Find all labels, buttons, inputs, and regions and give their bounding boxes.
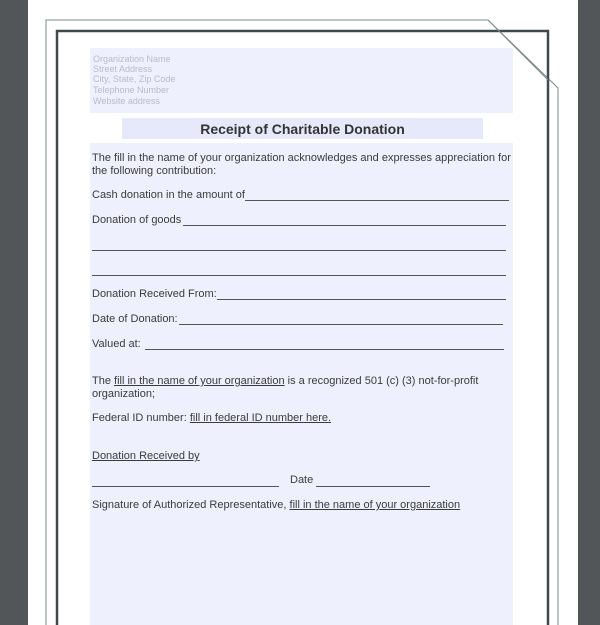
title-field[interactable] [122,118,483,139]
cash-donation-label: Cash donation in the amount of [92,189,245,201]
signature-text [92,499,460,512]
date-line[interactable] [316,486,430,487]
website-placeholder: Website address [93,96,160,106]
federal-id-text [92,412,331,425]
valued-at-label: Valued at: [92,338,141,350]
status-suffix: is a recognized 501 (c) (3) not-for-profit organization; [92,375,479,400]
donation-received-by-label: Donation Received by [92,450,200,462]
received-from-label: Donation Received From: [92,288,217,300]
date-label: Date [290,474,314,486]
valued-at-line[interactable] [145,349,504,350]
org-name-fill-link[interactable]: fill in the name of your organization [114,375,285,387]
page-title: Receipt of Charitable Donation [200,121,405,137]
organization-address-block [90,48,513,113]
federal-id-fill-link[interactable]: fill in federal ID number here. [189,412,332,424]
organization-name-placeholder: Organization Name [93,54,171,64]
cash-donation-line[interactable] [245,200,509,201]
received-by-signature-line[interactable] [92,486,279,487]
date-of-donation-label: Date of Donation: [92,313,178,325]
goods-donation-line-3[interactable] [92,275,506,276]
signature-label: Signature of Authorized Representative, [92,499,290,511]
city-state-zip-placeholder: City, State, Zip Code [93,74,176,84]
intro-text: The fill in the name of your organization acknowledges and expresses appreciation for the following contribution: [92,152,511,177]
federal-id-label: Federal ID number: [92,412,190,424]
nonprofit-status-text [92,375,512,401]
date-of-donation-line[interactable] [179,324,503,325]
goods-donation-line-2[interactable] [92,250,506,251]
received-from-line[interactable] [217,299,506,300]
goods-donation-label: Donation of goods [92,214,182,226]
goods-donation-line[interactable] [183,225,506,226]
status-prefix: The [92,375,115,387]
telephone-placeholder: Telephone Number [93,85,170,95]
street-address-placeholder: Street Address [93,64,153,74]
signature-org-fill-link[interactable]: fill in the name of your organization [289,499,461,511]
